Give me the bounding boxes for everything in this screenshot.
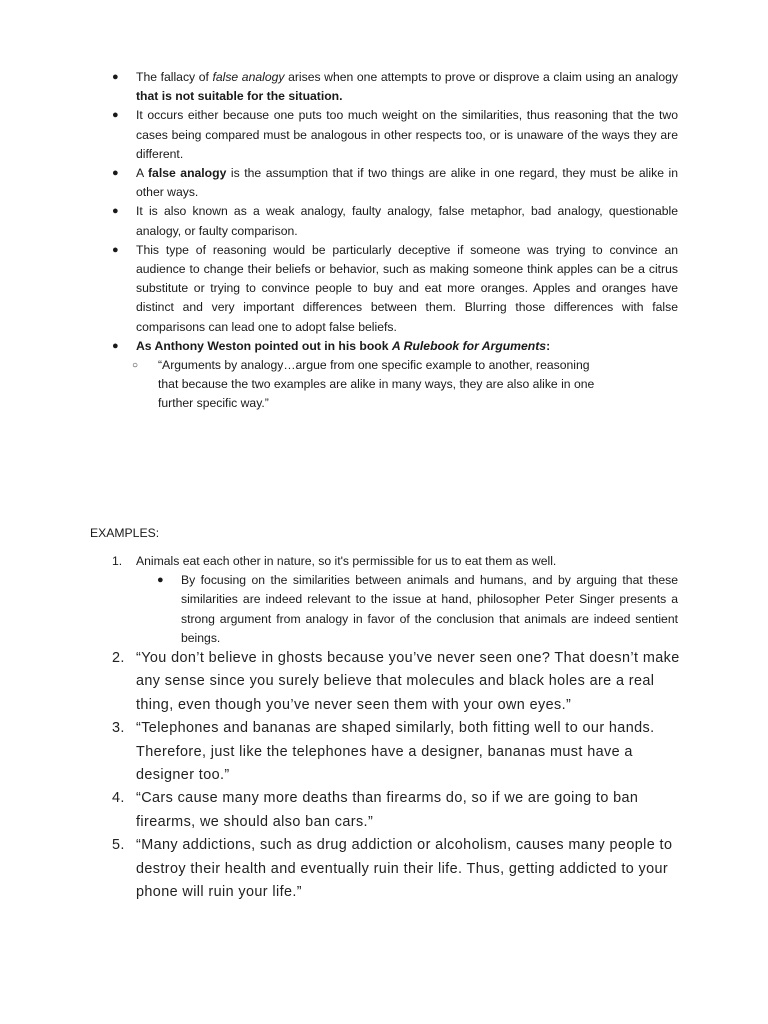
examples-list xyxy=(112,647,692,904)
bullet-item xyxy=(112,202,678,240)
example-text: Animals eat each other in nature, so it's permissible for us to eat them as well. xyxy=(136,554,557,568)
example-sub-text: By focusing on the similarities between animals and humans, and by arguing that these similarities are indeed relevant to the issue at hand, philosopher Peter Singer presents a strong argument from analogy in favor of the conclusion that animals are indeed sentient beings. xyxy=(181,573,678,645)
examples-heading: EXAMPLES: xyxy=(90,526,160,540)
list-number: 4. xyxy=(112,790,125,807)
bullet-text: It is also known as a weak analogy, faulty analogy, false metaphor, bad analogy, questionable analogy, or faulty comparison. xyxy=(136,204,678,238)
bullet-dot-icon: ● xyxy=(112,339,119,352)
book-title: A Rulebook for Arguments xyxy=(391,338,547,353)
list-item xyxy=(112,717,692,787)
bullet-dot-icon: ● xyxy=(157,574,164,587)
example-1-subitem xyxy=(157,571,678,648)
example-text: “Cars cause many more deaths than firearms do, so if we are going to ban firearms, we should also ban cars.” xyxy=(136,790,639,830)
bullet-text-bold: : xyxy=(546,338,551,353)
bullet-text: arises when one attempts to prove or disprove a claim using an analogy xyxy=(284,70,678,84)
bullet-text-bold: As Anthony Weston pointed out in his book xyxy=(136,338,392,353)
example-text: “You don’t believe in ghosts because you’ve never seen one? That doesn’t make any sense since you surely believe that molecules and black holes are a real thing, even though you’ve never seen them with your own eyes.” xyxy=(136,650,680,713)
example-text: “Telephones and bananas are shaped similarly, both fitting well to our hands. Therefore, just like the telephones have a designer, bananas must have a designer too.” xyxy=(136,720,655,784)
bullet-dot-icon: ● xyxy=(112,243,119,256)
bullet-item xyxy=(112,68,678,106)
bullet-item xyxy=(112,337,678,356)
list-number: 1. xyxy=(112,554,123,568)
list-item xyxy=(112,787,692,834)
list-item xyxy=(112,834,692,904)
circle-bullet-icon: ○ xyxy=(132,360,139,372)
bullet-item xyxy=(112,106,678,164)
bullet-text-bold: that is not suitable for the situation. xyxy=(136,89,343,104)
example-1 xyxy=(112,552,678,648)
list-item xyxy=(112,552,678,571)
bullet-text: is the assumption that if two things are alike in one regard, they must be alike in other ways. xyxy=(136,166,678,200)
bullet-text: This type of reasoning would be particularly deceptive if someone was trying to convince an audience to change their beliefs or behavior, such as making someone think apples can be a citrus substitute or trying to convince people to buy and eat more oranges. Apples and oranges have distinct and very important differences between them. Blurring those differences with false comparisons can lead one to adopt false beliefs. xyxy=(136,242,678,334)
bullet-item xyxy=(112,241,678,337)
bullet-text-italic: false analogy xyxy=(212,70,285,84)
bullet-text-bold: false analogy xyxy=(147,166,227,181)
quote-item xyxy=(132,356,598,414)
bullet-dot-icon: ● xyxy=(112,205,119,218)
bullet-list xyxy=(112,68,678,414)
list-item xyxy=(112,647,692,717)
bullet-dot-icon: ● xyxy=(112,71,119,83)
list-number: 2. xyxy=(112,650,125,666)
bullet-text: It occurs either because one puts too much weight on the similarities, thus reasoning that the two cases being compared must be analogous in other respects too, or is unaware of the ways they are different. xyxy=(136,108,678,161)
bullet-text: A xyxy=(136,166,148,181)
list-number: 3. xyxy=(112,720,125,737)
bullet-dot-icon: ● xyxy=(112,109,119,122)
bullet-dot-icon: ● xyxy=(112,167,119,180)
example-text: “Many addictions, such as drug addiction or alcoholism, causes many people to destroy their health and eventually ruin their life. Thus, getting addicted to your phone will ruin your life.” xyxy=(136,837,673,901)
bullet-text: The fallacy of xyxy=(136,70,213,84)
bullet-item xyxy=(112,164,678,202)
list-number: 5. xyxy=(112,837,125,854)
quote-text: “Arguments by analogy…argue from one specific example to another, reasoning that because the two examples are alike in many ways, they are also alike in one further specific way.” xyxy=(158,358,595,411)
